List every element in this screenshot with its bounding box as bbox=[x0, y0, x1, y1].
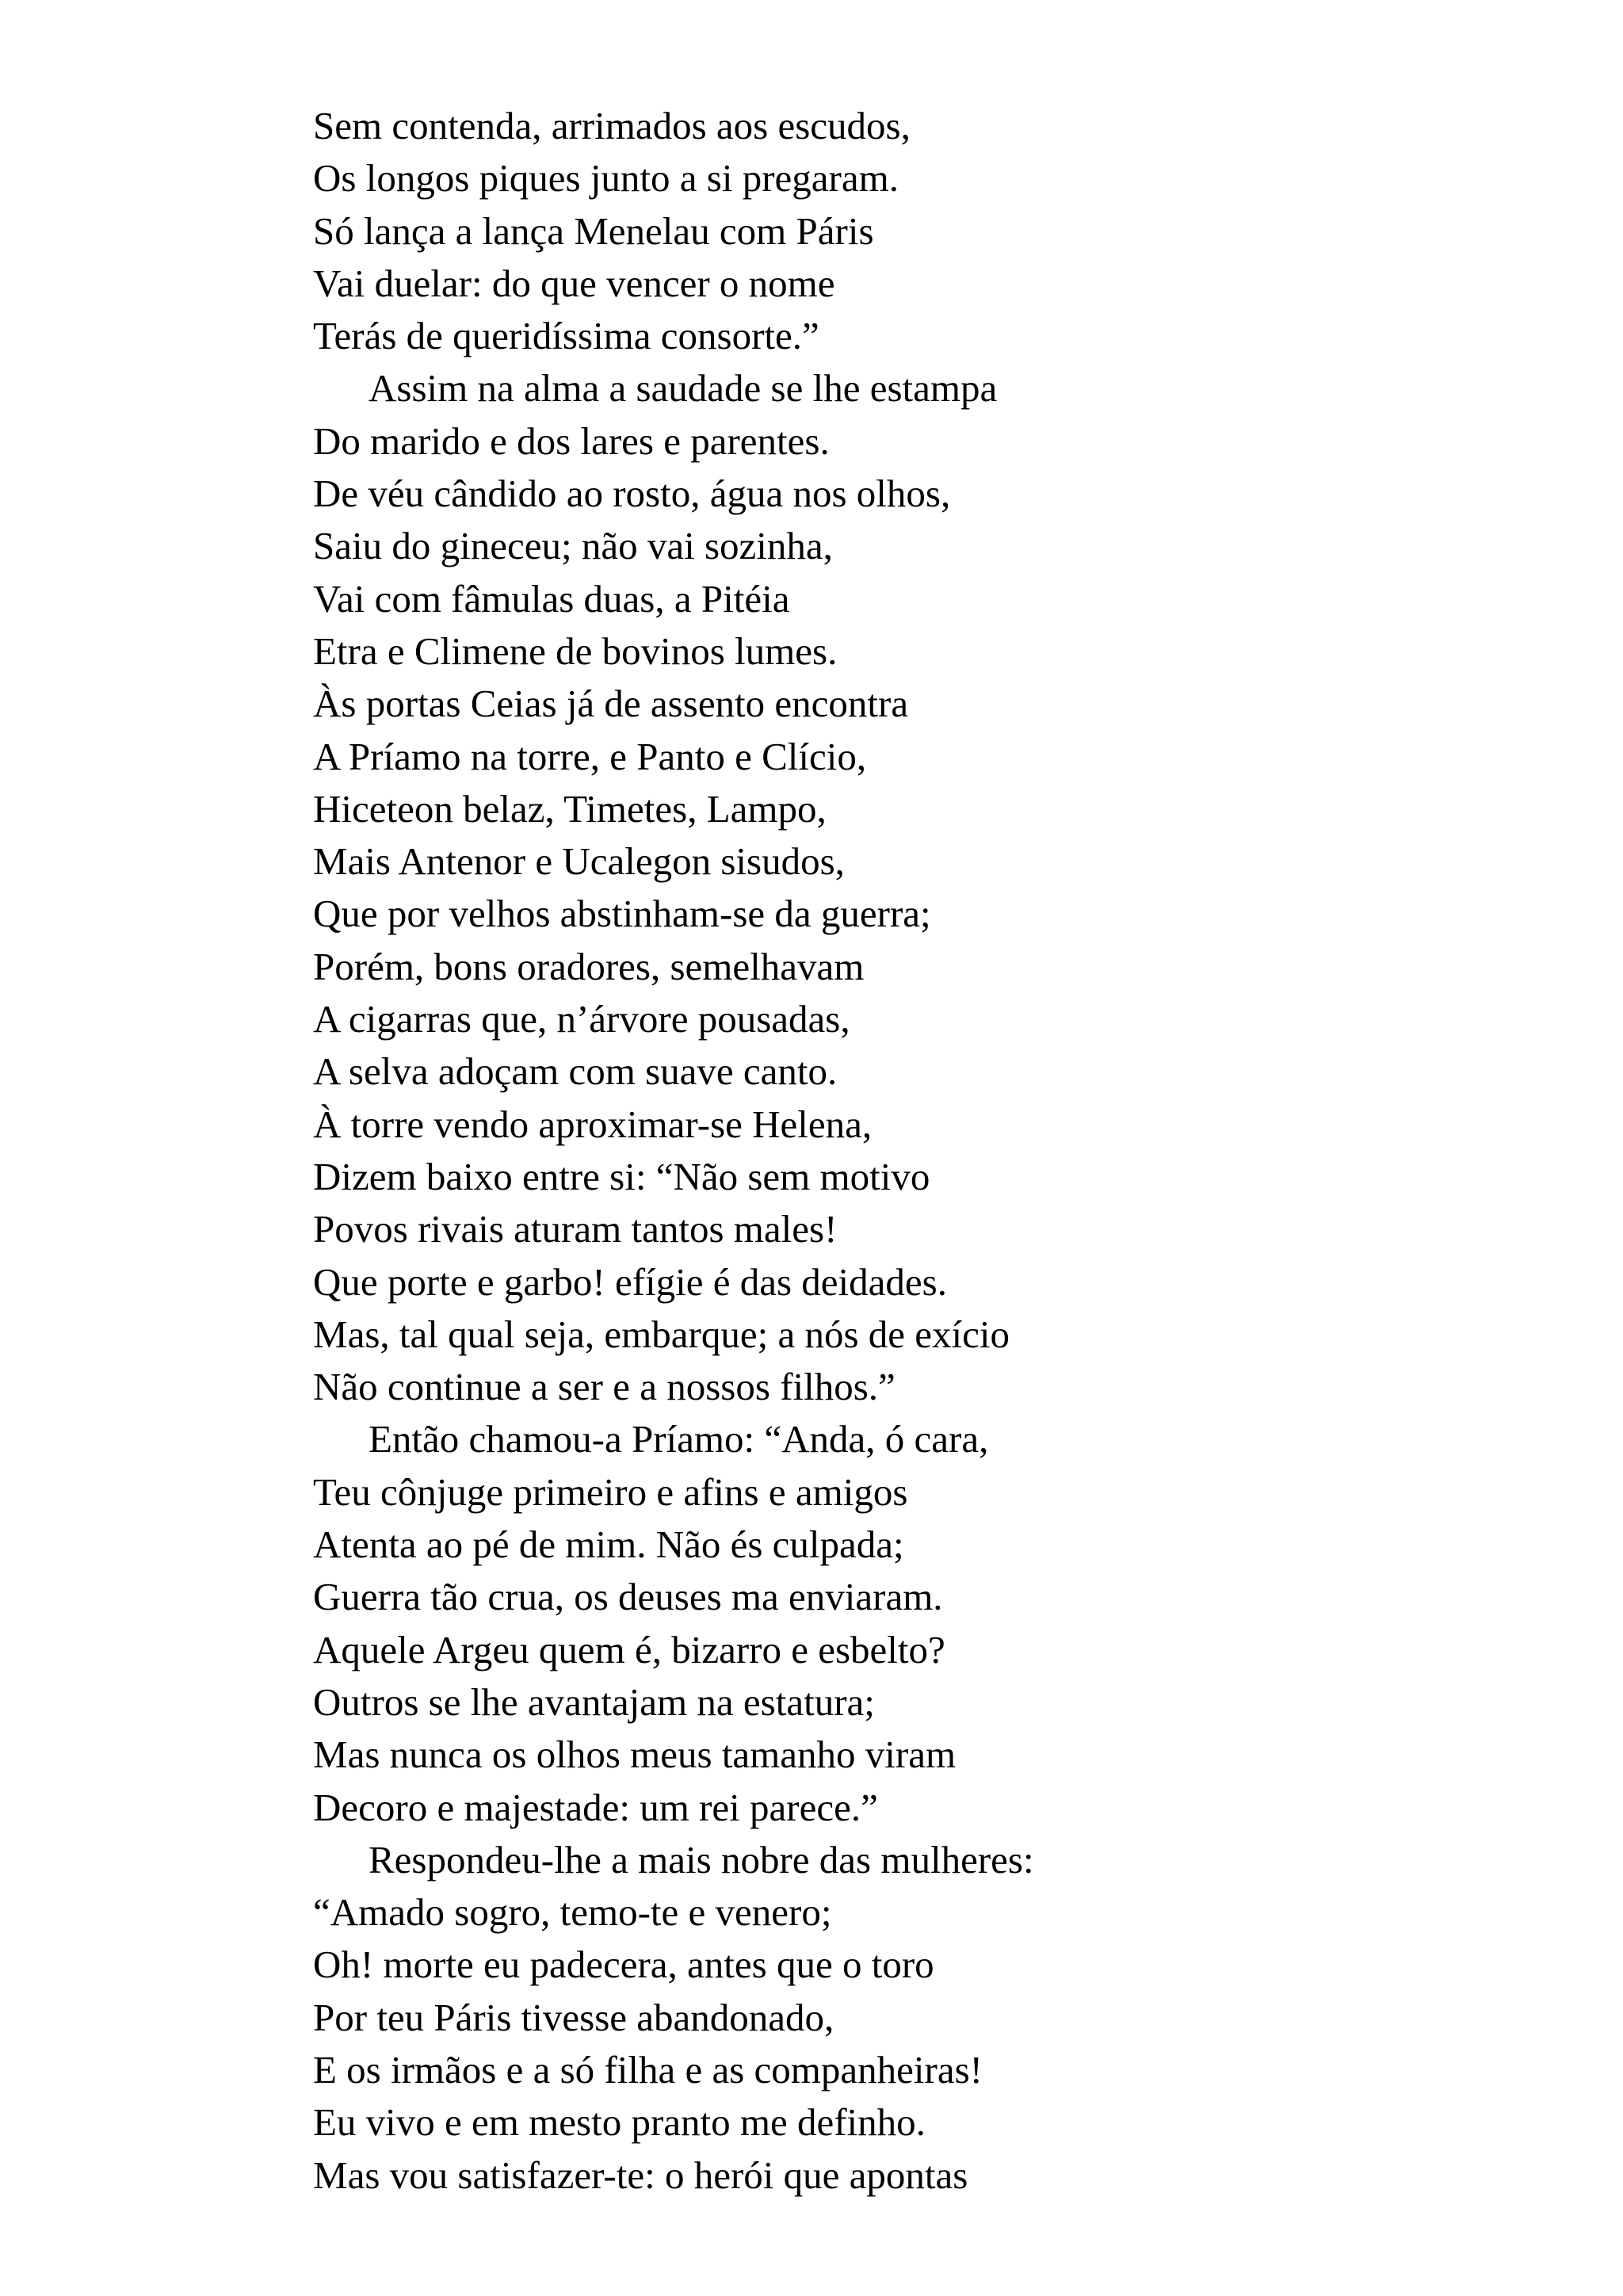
verse-line: Etra e Climene de bovinos lumes. bbox=[313, 628, 838, 673]
verse-line: A selva adoçam com suave canto. bbox=[313, 1049, 838, 1094]
verse-line: Saiu do gineceu; não vai sozinha, bbox=[313, 524, 833, 568]
verse-line: Aquele Argeu quem é, bizarro e esbelto? bbox=[313, 1627, 945, 1671]
verse-line: E os irmãos e a só filha e as companheiras! bbox=[313, 2047, 983, 2092]
verse-line: Não continue a ser e a nossos filhos.” bbox=[313, 1365, 896, 1409]
verse-line: Vai com fâmulas duas, a Pitéia bbox=[313, 576, 790, 621]
verse-line: Que porte e garbo! efígie é das deidades. bbox=[313, 1259, 947, 1304]
verse-line: Que por velhos abstinham-se da guerra; bbox=[313, 892, 931, 936]
verse-line-indented: Assim na alma a saudade se lhe estampa bbox=[369, 366, 998, 411]
verse-line: Mais Antenor e Ucalegon sisudos, bbox=[313, 839, 845, 884]
verse-line: Dizem baixo entre si: “Não sem motivo bbox=[313, 1154, 930, 1198]
verse-line: Sem contenda, arrimados aos escudos, bbox=[313, 104, 911, 147]
verse-line: À torre vendo aproximar-se Helena, bbox=[313, 1102, 873, 1146]
poem-text bbox=[313, 100, 1034, 2202]
verse-line: Por teu Páris tivesse abandonado, bbox=[313, 1995, 834, 2039]
verse-line: Terás de queridíssima consorte.” bbox=[313, 314, 819, 358]
verse-line: Do marido e dos lares e parentes. bbox=[313, 418, 830, 463]
verse-line: Eu vivo e em mesto pranto me definho. bbox=[313, 2100, 926, 2145]
verse-line: Teu cônjuge primeiro e afins e amigos bbox=[313, 1469, 908, 1514]
verse-line: “Amado sogro, temo-te e venero; bbox=[313, 1890, 832, 1935]
verse-line-indented: Então chamou-a Príamo: “Anda, ó cara, bbox=[369, 1417, 989, 1461]
verse-line: Os longos piques junto a si pregaram. bbox=[313, 156, 899, 201]
verse-line: Outros se lhe avantajam na estatura; bbox=[313, 1679, 875, 1724]
verse-line: Povos rivais aturam tantos males! bbox=[313, 1207, 838, 1251]
verse-line: A Príamo na torre, e Panto e Clício, bbox=[313, 734, 867, 778]
verse-line: De véu cândido ao rosto, água nos olhos, bbox=[313, 472, 951, 516]
verse-line: A cigarras que, n’árvore pousadas, bbox=[313, 997, 850, 1041]
verse-line-indented: Respondeu-lhe a mais nobre das mulheres: bbox=[369, 1837, 1034, 1881]
verse-line: Decoro e majestade: um rei parece.” bbox=[313, 1785, 878, 1829]
verse-line: Hiceteon belaz, Timetes, Lampo, bbox=[313, 786, 827, 831]
verse-line: Vai duelar: do que vencer o nome bbox=[313, 261, 835, 305]
verse-line: Às portas Ceias já de assento encontra bbox=[313, 682, 909, 726]
verse-line: Mas nunca os olhos meus tamanho viram bbox=[313, 1733, 957, 1777]
verse-line: Guerra tão crua, os deuses ma enviaram. bbox=[313, 1575, 943, 1619]
verse-line: Mas vou satisfazer-te: o herói que apontas bbox=[313, 2153, 968, 2197]
verse-line: Atenta ao pé de mim. Não és culpada; bbox=[313, 1522, 904, 1567]
verse-line: Porém, bons oradores, semelhavam bbox=[313, 944, 865, 988]
verse-line: Oh! morte eu padecera, antes que o toro bbox=[313, 1943, 934, 1987]
verse-line: Mas, tal qual seja, embarque; a nós de exício bbox=[313, 1312, 1010, 1356]
verse-line: Só lança a lança Menelau com Páris bbox=[313, 208, 874, 253]
